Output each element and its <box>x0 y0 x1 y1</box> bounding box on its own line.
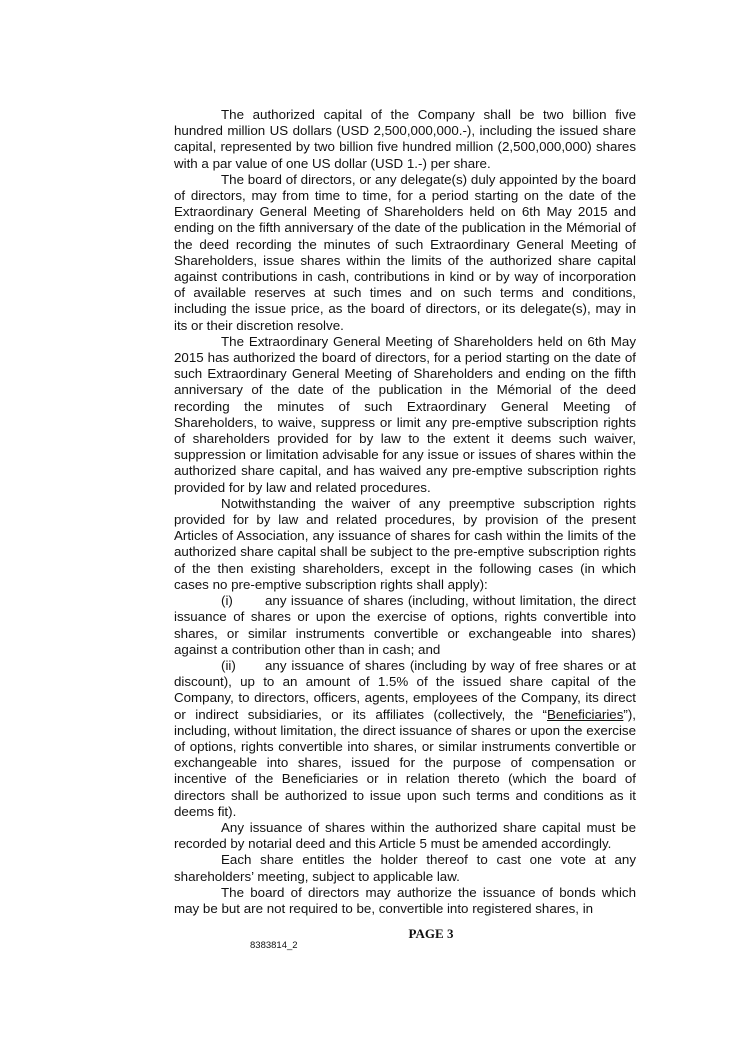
paragraph-authorized-capital: The authorized capital of the Company shall be two billion five hundred million US dollars (USD 2,500,000,000.-), including the issued share capital, represented by two billion five hundred million (2,500,000,000) shares with a par value of one US dollar (USD 1.-) per share. <box>174 107 636 171</box>
list-item-ii-text-a: any issuance of shares (including by way of free shares or at discount), up to an amount of 1.5% of the issued share capital of the Company, to directors, officers, agents, employees of the Company, its direct or indirect subsidiaries, or its affiliates (collectively, the “ <box>174 657 636 722</box>
paragraph-preemptive-rights: Notwithstanding the waiver of any preemptive subscription rights provided for by law and related procedures, by provision of the present Articles of Association, any issuance of shares for cash within the limits of the authorized share capital shall be subject to the pre-emptive subscription rights of the then existing shareholders, except in the following cases (in which cases no pre-emptive subscription rights shall apply): <box>174 495 636 592</box>
paragraph-board-issuance: The board of directors, or any delegate(s) duly appointed by the board of directors, may from time to time, for a period starting on the date of the Extraordinary General Meeting of Shareholders held on 6th May 2015 and ending on the fifth anniversary of the date of the publication in the Mémorial of the deed recording the minutes of such Extraordinary General Meeting of Shareholders, issue shares within the limits of the authorized share capital against contributions in cash, contributions in kind or by way of incorporation of available reserves at such times and on such terms and conditions, including the issue price, as the board of directors, or its delegate(s), may in its or their discretion resolve. <box>174 171 636 333</box>
list-item-i <box>174 593 636 658</box>
list-item-ii-text-b: ”), including, without limitation, the direct issuance of shares or upon the exercise of options, rights convertible into shares, or similar instruments convertible or exchangeable into shares, issued for the purpose of compensation or incentive of the Beneficiaries or in relation thereto (which the board of directors shall be authorized to issue upon such terms and conditions as it deems fit). <box>174 706 636 819</box>
list-item-ii-number: (ii) <box>221 657 236 673</box>
paragraph-egm-authorization: The Extraordinary General Meeting of Shareholders held on 6th May 2015 has authorized the board of directors, for a period starting on the date of such Extraordinary General Meeting of Shareholders and ending on the fifth anniversary of the date of the publication in the Mémorial of the deed recording the minutes of such Extraordinary General Meeting of Shareholders, to waive, suppress or limit any pre-emptive subscription rights of shareholders provided for by law to the extent it deems such waiver, suppression or limitation advisable for any issue or issues of shares within the authorized share capital, and has waived any pre-emptive subscription rights provided for by law and related procedures. <box>174 333 636 495</box>
list-item-i-number: (i) <box>221 593 233 609</box>
document-id: 8383814_2 <box>250 940 298 951</box>
defined-term-beneficiaries: Beneficiaries <box>546 706 624 722</box>
paragraph-notarial-deed: Any issuance of shares within the authorized share capital must be recorded by notarial deed and this Article 5 must be amended accordingly. <box>174 819 636 852</box>
article-body <box>174 107 636 917</box>
list-item-ii <box>174 658 636 820</box>
list-item-i-text: any issuance of shares (including, without limitation, the direct issuance of shares or upon the exercise of options, rights convertible into shares, or similar instruments convertible or exchangeable into shares) against a contribution other than in cash; and <box>174 593 636 657</box>
paragraph-voting-rights: Each share entitles the holder thereof to cast one vote at any shareholders’ meeting, subject to applicable law. <box>174 852 636 884</box>
paragraph-bonds: The board of directors may authorize the issuance of bonds which may be but are not required to be, convertible into registered shares, in <box>174 884 636 916</box>
page-number: PAGE 3 <box>408 926 454 941</box>
